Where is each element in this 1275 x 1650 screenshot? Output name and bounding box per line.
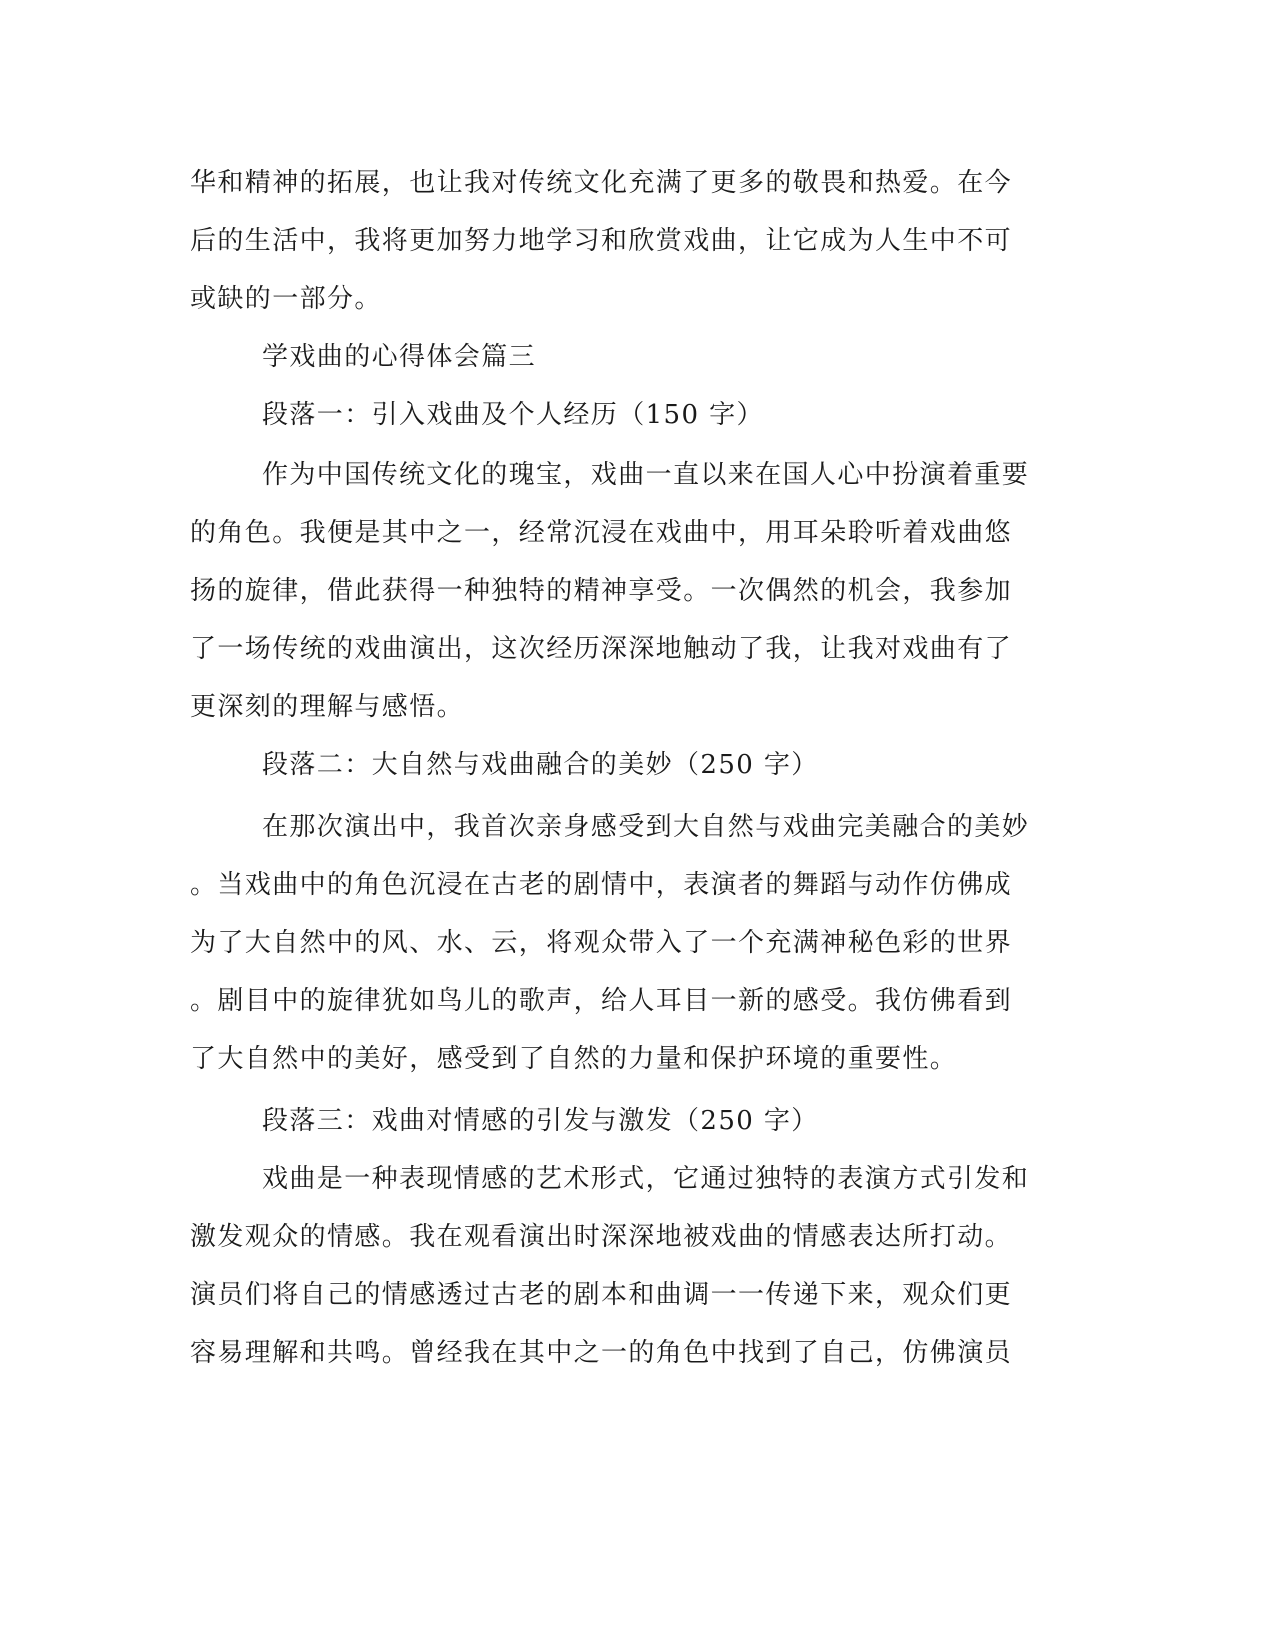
text-line: 作为中国传统文化的瑰宝，戏曲一直以来在国人心中扮演着重要 [262, 460, 1030, 490]
paragraph-heading: 段落一：引入戏曲及个人经历（150 字） [262, 400, 764, 430]
text-line: 扬的旋律，借此获得一种独特的精神享受。一次偶然的机会，我参加 [190, 576, 1013, 606]
text-line: 为了大自然中的风、水、云，将观众带入了一个充满神秘色彩的世界 [190, 928, 1013, 958]
section-title: 学戏曲的心得体会篇三 [262, 342, 537, 372]
text-line: 了大自然中的美好，感受到了自然的力量和保护环境的重要性。 [190, 1044, 958, 1074]
text-line: 。剧目中的旋律犹如鸟儿的歌声，给人耳目一新的感受。我仿佛看到 [190, 986, 1013, 1016]
paragraph-heading: 段落三：戏曲对情感的引发与激发（250 字） [262, 1106, 819, 1136]
text-line: 或缺的一部分。 [190, 284, 382, 314]
text-line: 演员们将自己的情感透过古老的剧本和曲调一一传递下来，观众们更 [190, 1280, 1013, 1310]
text-line: 了一场传统的戏曲演出，这次经历深深地触动了我，让我对戏曲有了 [190, 634, 1013, 664]
text-line: 的角色。我便是其中之一，经常沉浸在戏曲中，用耳朵聆听着戏曲悠 [190, 518, 1013, 548]
text-line: 华和精神的拓展，也让我对传统文化充满了更多的敬畏和热爱。在今 [190, 168, 1013, 198]
paragraph-heading: 段落二：大自然与戏曲融合的美妙（250 字） [262, 750, 819, 780]
text-line: 戏曲是一种表现情感的艺术形式，它通过独特的表演方式引发和 [262, 1164, 1030, 1194]
text-line: 。当戏曲中的角色沉浸在古老的剧情中，表演者的舞蹈与动作仿佛成 [190, 870, 1013, 900]
text-line: 容易理解和共鸣。曾经我在其中之一的角色中找到了自己，仿佛演员 [190, 1338, 1013, 1368]
text-line: 在那次演出中，我首次亲身感受到大自然与戏曲完美融合的美妙 [262, 812, 1030, 842]
text-line: 后的生活中，我将更加努力地学习和欣赏戏曲，让它成为人生中不可 [190, 226, 1013, 256]
text-line: 更深刻的理解与感悟。 [190, 692, 465, 722]
text-line: 激发观众的情感。我在观看演出时深深地被戏曲的情感表达所打动。 [190, 1222, 1013, 1252]
